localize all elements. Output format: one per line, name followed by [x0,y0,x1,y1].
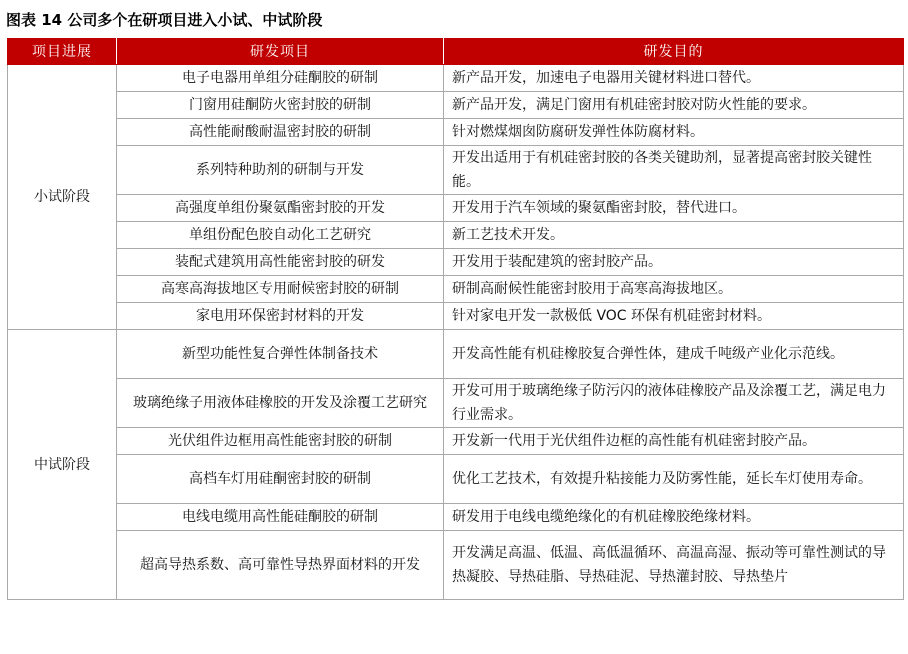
goal-cell: 开发新一代用于光伏组件边框的高性能有机硅密封胶产品。 [444,428,904,455]
header-goal: 研发目的 [444,39,904,65]
figure-title: 图表 14 公司多个在研项目进入小试、中试阶段 [6,11,323,29]
project-cell: 超高导热系数、高可靠性导热界面材料的开发 [117,531,444,600]
project-cell: 高性能耐酸耐温密封胶的研制 [117,119,444,146]
goal-cell: 新产品开发，加速电子电器用关键材料进口替代。 [444,65,904,92]
table-row [8,146,904,195]
table-row [8,65,904,92]
project-cell: 高寒高海拔地区专用耐候密封胶的研制 [117,276,444,303]
project-cell: 光伏组件边框用高性能密封胶的研制 [117,428,444,455]
goal-cell: 开发用于装配建筑的密封胶产品。 [444,249,904,276]
header-project: 研发项目 [117,39,444,65]
goal-cell: 优化工艺技术，有效提升粘接能力及防雾性能，延长车灯使用寿命。 [444,455,904,504]
project-cell: 电子电器用单组分硅酮胶的研制 [117,65,444,92]
project-cell: 系列特种助剂的研制与开发 [117,146,444,195]
table-row [8,504,904,531]
goal-cell: 新工艺技术开发。 [444,222,904,249]
table-row [8,119,904,146]
rd-projects-table [7,38,904,600]
project-cell: 新型功能性复合弹性体制备技术 [117,330,444,379]
project-cell: 高强度单组份聚氨酯密封胶的开发 [117,195,444,222]
goal-cell: 开发可用于玻璃绝缘子防污闪的液体硅橡胶产品及涂覆工艺，满足电力行业需求。 [444,379,904,428]
table-row [8,195,904,222]
table-row [8,303,904,330]
table-row [8,222,904,249]
table-row [8,531,904,600]
project-cell: 玻璃绝缘子用液体硅橡胶的开发及涂覆工艺研究 [117,379,444,428]
table-row [8,92,904,119]
goal-cell: 针对燃煤烟囱防腐研发弹性体防腐材料。 [444,119,904,146]
goal-cell: 新产品开发，满足门窗用有机硅密封胶对防火性能的要求。 [444,92,904,119]
table-row [8,455,904,504]
goal-cell: 开发出适用于有机硅密封胶的各类关键助剂，显著提高密封胶关键性能。 [444,146,904,195]
table-row [8,428,904,455]
project-cell: 门窗用硅酮防火密封胶的研制 [117,92,444,119]
goal-cell: 开发用于汽车领域的聚氨酯密封胶，替代进口。 [444,195,904,222]
goal-cell: 研制高耐候性能密封胶用于高寒高海拔地区。 [444,276,904,303]
project-cell: 单组份配色胶自动化工艺研究 [117,222,444,249]
table-row [8,276,904,303]
goal-cell: 开发高性能有机硅橡胶复合弹性体，建成千吨级产业化示范线。 [444,330,904,379]
project-cell: 电线电缆用高性能硅酮胶的研制 [117,504,444,531]
project-cell: 装配式建筑用高性能密封胶的研发 [117,249,444,276]
table-row [8,330,904,379]
project-cell: 家电用环保密封材料的开发 [117,303,444,330]
project-cell: 高档车灯用硅酮密封胶的研制 [117,455,444,504]
stage-cell-pilot-medium: 中试阶段 [8,330,117,600]
header-stage: 项目进展 [8,39,117,65]
goal-cell: 研发用于电线电缆绝缘化的有机硅橡胶绝缘材料。 [444,504,904,531]
table-header-row [8,39,904,65]
goal-cell: 开发满足高温、低温、高低温循环、高温高湿、振动等可靠性测试的导热凝胶、导热硅脂、导热硅泥、导热灌封胶、导热垫片 [444,531,904,600]
table-row [8,249,904,276]
goal-cell: 针对家电开发一款极低 VOC 环保有机硅密封材料。 [444,303,904,330]
stage-cell-pilot-small: 小试阶段 [8,65,117,330]
table-row [8,379,904,428]
